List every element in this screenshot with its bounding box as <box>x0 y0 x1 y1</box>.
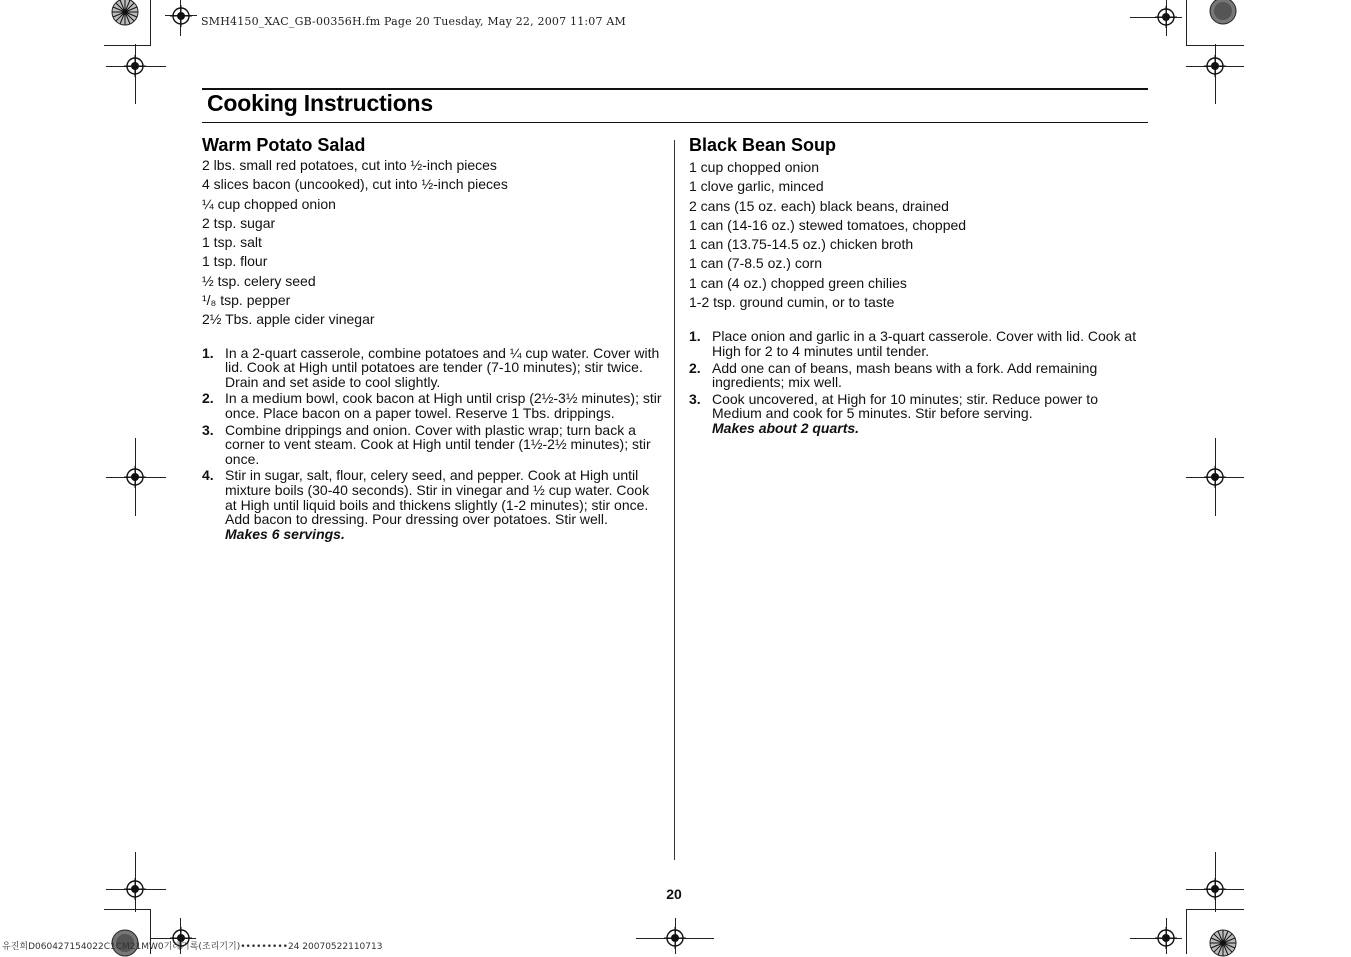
ingredient-item: 1-2 tsp. ground cumin, or to taste <box>689 294 895 311</box>
print-header: SMH4150_XAC_GB-00356H.fm Page 20 Tuesday, May 22, 2007 11:07 AM <box>201 15 627 28</box>
step-item <box>689 392 1151 421</box>
step-text: Add one can of beans, mash beans with a fork. Add remaining ingredients; mix well. <box>712 359 1098 391</box>
step-number: 1. <box>689 328 701 345</box>
ingredient-item: ½ tsp. celery seed <box>202 272 316 289</box>
step-number: 3. <box>689 390 701 407</box>
registration-target-icon <box>124 55 146 77</box>
step-text: Cook uncovered, at High for 10 minutes; stir. Reduce power to Medium and cook for 5 minutes. Stir before serving. <box>712 390 1098 422</box>
step-item <box>202 468 664 526</box>
title-rule-bottom <box>202 122 1148 123</box>
recipe-warm-potato-salad <box>202 134 664 541</box>
page-title: Cooking Instructions <box>207 90 434 116</box>
star-target-icon <box>1209 929 1237 957</box>
step-item <box>202 423 664 467</box>
ingredient-item: 1 can (7-8.5 oz.) corn <box>689 255 823 272</box>
ingredient-item: 2 tsp. sugar <box>202 214 276 231</box>
registration-target-icon <box>124 466 146 488</box>
star-target-icon <box>1209 0 1237 25</box>
ingredient-item: 2½ Tbs. apple cider vinegar <box>202 311 375 328</box>
registration-target-icon <box>1204 55 1226 77</box>
step-number: 2. <box>689 359 701 376</box>
ingredient-list <box>202 156 664 330</box>
step-number: 4. <box>202 467 214 484</box>
step-list <box>202 346 664 527</box>
registration-target-icon <box>664 927 686 949</box>
recipe-black-bean-soup <box>689 134 1151 436</box>
registration-target-icon <box>1204 466 1226 488</box>
ingredient-item: 1 tsp. flour <box>202 253 268 270</box>
step-text: Stir in sugar, salt, flour, celery seed, and pepper. Cook at High until mixture boils (30-40 seconds). Stir in vinegar and ½ cup water. Cook at High until liquid boils and thickens slightly (1-2 minutes); stir once. Add bacon to dressing. Pour dressing over potatoes. Stir well. <box>225 467 650 528</box>
recipe-title: Warm Potato Salad <box>202 135 366 155</box>
page-number: 20 <box>666 886 682 902</box>
ingredient-item: 1 can (4 oz.) chopped green chilies <box>689 274 907 291</box>
step-number: 3. <box>202 421 214 438</box>
ingredient-item: 1 cup chopped onion <box>689 159 819 175</box>
step-number: 1. <box>202 344 214 361</box>
ingredient-item: 4 slices bacon (uncooked), cut into ½-inch pieces <box>202 176 508 193</box>
step-text: In a medium bowl, cook bacon at High until crisp (2½-3½ minutes); stir once. Place bacon on a paper towel. Reserve 1 Tbs. drippings. <box>225 390 662 422</box>
step-text: Place onion and garlic in a 3-quart casserole. Cover with lid. Cook at High for 2 to 4 minutes until tender. <box>712 328 1137 359</box>
step-item <box>202 391 664 420</box>
ingredient-item: 1 can (13.75-14.5 oz.) chicken broth <box>689 236 914 253</box>
step-item <box>689 361 1151 390</box>
ingredient-item: ¹/₈ tsp. pepper <box>202 292 291 309</box>
step-text: Combine drippings and onion. Cover with plastic wrap; turn back a corner to vent steam. Cook at High until tender (1½-2½ minutes); stir once. <box>225 421 651 467</box>
step-list <box>689 329 1151 421</box>
recipe-title: Black Bean Soup <box>689 135 837 155</box>
step-item <box>689 329 1151 358</box>
ingredient-item: 2 lbs. small red potatoes, cut into ½-inch pieces <box>202 157 497 173</box>
ingredient-item: 1 tsp. salt <box>202 234 262 251</box>
ingredient-list <box>689 158 1151 312</box>
step-item <box>202 346 664 390</box>
star-target-icon <box>111 0 139 26</box>
print-footer: 유진희D060427154022C1CM21MW0기레기록(조리기기)•••••••••24 20070522110713 <box>2 942 383 952</box>
ingredient-item: 1 can (14-16 oz.) stewed tomatoes, chopped <box>689 216 967 233</box>
ingredient-item: 1 clove garlic, minced <box>689 178 824 195</box>
registration-target-icon <box>1204 878 1226 900</box>
step-text: In a 2-quart casserole, combine potatoes and ¼ cup water. Cover with lid. Cook at High until potatoes are tender (7-10 minutes); stir twice. Drain and set aside to cool slightly. <box>225 344 660 390</box>
yield-note: Makes about 2 quarts. <box>712 419 860 436</box>
registration-target-icon <box>170 5 192 27</box>
ingredient-item: 2 cans (15 oz. each) black beans, drained <box>689 197 949 214</box>
registration-target-icon <box>1155 6 1177 28</box>
column-divider <box>674 140 675 860</box>
registration-target-icon <box>124 878 146 900</box>
yield-note: Makes 6 servings. <box>225 525 345 542</box>
registration-target-icon <box>1155 927 1177 949</box>
ingredient-item: ¼ cup chopped onion <box>202 195 336 212</box>
step-number: 2. <box>202 390 214 407</box>
